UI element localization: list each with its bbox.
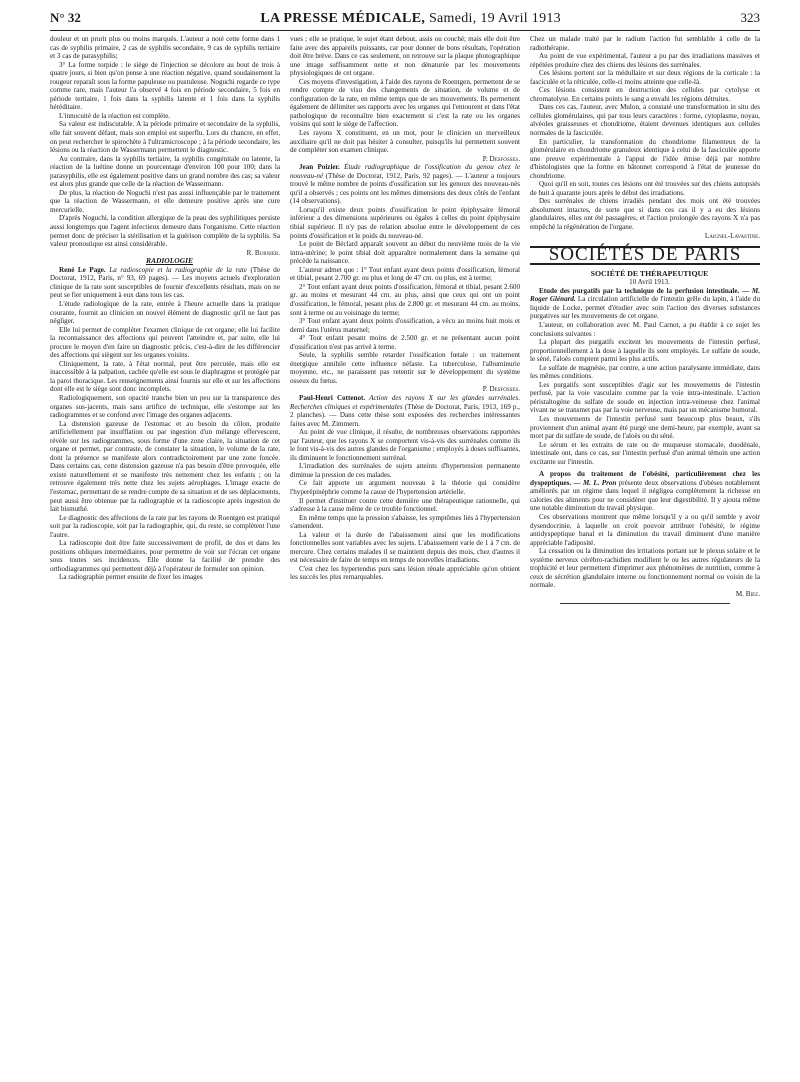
- review-reference: (Thèse de Doctorat, 1912, Paris, n° 93, 69 pages). — Les moyens actuels d'exploration clinique de la rate sont susceptibles de fournir d'excellents résultats, mais on ne peut se fier uniquement à eux dans tous les cas.: [50, 265, 280, 300]
- paragraph: La distension gazeuse de l'estomac et au besoin du côlon, produite artificiellement par insufflation ou par ingestion d'un mélange effervescent, révèle sur les radiogrammes, sous forme d'une zone claire, la situation de cet organe et permet, par contraste, de constater la situation, le volume de la rate, dont la présence se manifeste alors contradictoirement par une zone foncée. Dans certains cas, cette distension gazeuse n'a pas besoin d'être provoquée, elle existe naturellement et se manifeste très nettement chez les enfants ; on la retrouve également très nette chez les sujets aérophages. L'image exacte de l'estomac, permettant de se rendre compte de sa situation et de ses déplacements, peut aussi être obtenue par la radiographie et la radioscopie après ingestion de lait bismuthé.: [50, 419, 280, 514]
- societes-banner: [530, 246, 760, 265]
- paragraph: C'est chez les hypertendus purs sans lésion rénale appréciable qu'on obtient les succès les plus remarquables.: [290, 564, 520, 582]
- paragraph: Le point de Béclard apparaît souvent au début du neuvième mois de la vie intra-utérine; le point tibial doit apparaître normalement dans la semaine qui précède la naissance.: [290, 240, 520, 266]
- paragraph: Cliniquement, la rate, à l'état normal, peut être percutée, mais elle est inaccessible à la palpation, cachée qu'elle est sous le diaphragme et protégée par la paroi thoracique. Les renseignements ainsi fournis sur elle et sur les affections dont elle est le siège sont donc incomplets.: [50, 359, 280, 394]
- paragraph: En particulier, la transformation du chondriome filamenteux de la glomérulaire en chondriome granuleux identique à celui de la fasciculée apporte une preuve expérimentale à l'appui de l'idée émise déjà par nombre d'histologistes que la forme en bâtonnet correspond à l'état de jeunesse du chondriome.: [530, 137, 760, 180]
- column-3: [530, 35, 760, 610]
- journal-name: LA PRESSE MÉDICALE,: [260, 11, 426, 26]
- communication-author: — M. L. Pron: [573, 478, 617, 487]
- paragraph: La radiographie permet ensuite de fixer les images: [59, 573, 203, 582]
- paragraph: Radiologiquement, son opacité tranche bien un peu sur la transparence des organes sus-jacents, mais sans artifice de technique, elle s'estompe sur les radiogrammes et se confond avec l'image des organes adjacents.: [50, 393, 280, 420]
- signature: Laignel-Lavastine.: [704, 231, 760, 240]
- paragraph: Sa valeur est indiscutable. A la période primaire et secondaire de la syphilis, elle fait souvent défaut, mais son emploi est superflu. Lors du chancre, en effet, on peut rechercher le spirochète à l'ultramicroscope ; à la période secondaire, les lésions ou la réaction de Wassermann permettent le diagnostic.: [50, 120, 280, 155]
- paragraph: Elle lui permet de compléter l'examen clinique de cet organe; elle lui facilite la reconnaissance des affections qui peuvent l'atteindre et, par suite, elle lui procure le moyen d'en faire un diagnostic précis, c'est-à-dire de les différencier des affections qui siègent sur les organes voisins.: [50, 325, 280, 360]
- paragraph: Le sérum et les extraits de rate ou de muqueuse stomacale, duodénale, intestinale ont, dans ce cas, sur l'intestin perfusé d'un animal témoin une action excitante sur l'intestin.: [530, 440, 760, 466]
- paragraph: Quoi qu'il en soit, toutes ces lésions ont été trouvées sur des chiens autopsiés de huit à quarante jours après le début des irradiations.: [530, 180, 760, 197]
- page-number: 323: [740, 10, 760, 25]
- paragraph: Des surrénales de chiens irradiés pendant des mois ont été trouvées absolument intactes, de sorte que si dans ces cas il y a eu des lésions glandulaires, elles ont été passagères, et l'action prolongée des rayons X n'a pas empêché la régénération de l'organe.: [530, 197, 760, 232]
- paragraph: Au point de vue expérimental, l'auteur a pu par des irradiations massives et répétées produire chez des chiens des lésions des surrénales.: [530, 52, 760, 69]
- paragraph: La plupart des purgatifs excitent les mouvements de l'intestin perfusé, proportionnellement à la dose à laquelle ils sont employés. Le sulfate de soude, le séné, l'aloès comptent parmi les plus actifs.: [530, 338, 760, 364]
- communication-title: Etude des purgatifs par la technique de la perfusion intestinale.: [539, 286, 740, 295]
- review-entry: [290, 394, 520, 428]
- review-entry: [290, 163, 520, 206]
- signature: P. Desfosses.: [482, 385, 520, 394]
- paragraph: En même temps que la pression s'abaisse, les symptômes liés à l'hypertension s'amendent.: [290, 513, 520, 531]
- paragraph: 3° La forme torpide : le siège de l'injection se décolore au bout de trois à quatre jours, si bien qu'on pense à une réaction négative, quand soudainement la rougeur reparaît sous la forme papuleuse ou pustuleuse. Noguchi regarde ce type comme rare, mais l'auteur l'a observé 4 fois en période secondaire, 5 fois en période tertiaire, 1 fois dans la syphilis latente et 1 fois dans la syphilis héréditaire.: [50, 60, 280, 112]
- paragraph: 2° Tout enfant ayant deux points d'ossification, fémoral et tibial, pesant 2.600 gr. au moins et mesurant 44 cm. au plus, ainsi que ceux qui ont un point d'ossification, le fémoral, pesant plus de 2.800 gr. et mesurant 44 cm. au moins, sont à terme ou au voisinage du terme;: [290, 282, 520, 317]
- section-title-radiologie: RADIOLOGIE: [145, 256, 194, 266]
- paragraph: Au point de vue clinique, il résulte, de nombreuses observations rapportées par l'auteur, que les rayons X se comportent vis-à-vis des surrénales comme ils le font vis-à-vis des autres glandes de l'organisme ; employés à doses suffisantes, ils diminuent le fonctionnement surrénal.: [290, 428, 520, 462]
- paragraph: La cessation ou la diminution des irritations portant sur le plexus solaire et le système nerveux cérébro-rachidien modifient le ou les autres régulateurs de la trophicité et leur permettent d'imprimer aux phénomènes de nutrition, comme à ceux de sécrétion glandulaire interne ou fonctionnement normal ou voisin de la normale.: [530, 547, 760, 590]
- paragraph: L'étude radiologique de la rate, entrée à l'heure actuelle dans la pratique courante, fournit au clinicien un nouvel élément de diagnostic qu'il ne faut pas négliger.: [50, 299, 280, 326]
- communication-entry: [530, 470, 760, 513]
- column-1: [50, 35, 280, 610]
- societes-heading: SOCIÉTÉS DE PARIS: [548, 244, 742, 266]
- review-title: Action des rayons X sur les glandes surrénales. Recherches cliniques et expérimentales: [290, 393, 520, 411]
- paragraph: Les purgatifs sont susceptibles d'agir sur les mouvements de l'intestin perfusé, par la voie vasculaire comme par la voie intra-intestinale. L'action péristaltogène du sulfate de soude en injection intra-veineuse chez l'animal vivant ne se transmet pas par la voie nerveuse, mais par un mécanisme humoral.: [530, 380, 760, 415]
- paragraph: La valeur et la durée de l'abaissement ainsi que les modifications fonctionnelles sont variables avec les sujets. L'abaissement varie de 1 à 7 cm. de mercure. Chez certains malades il se maintient depuis des mois, chez d'autres il est nécessaire de faire de temps en temps de nouvelles irradiations.: [290, 530, 520, 565]
- communication-author: — M. Roger Glénard.: [530, 286, 760, 304]
- society-name: SOCIÉTÉ DE THÉRAPEUTIQUE: [590, 268, 709, 278]
- column-2: [290, 35, 520, 610]
- paragraph: douleur et un prurit plus ou moins marqués. L'auteur a noté cette forme dans 1 cas de syphilis primaire, 2 cas de syphilis secondaire, 9 cas de syphilis tertiaire et 3 cas de parasyphilis;: [50, 35, 280, 61]
- paragraph: L'innocuité de la réaction est complète.: [59, 111, 171, 120]
- paragraph: vues ; elle se pratique, le sujet étant debout, assis ou couché; mais elle doit être faite avec des appareils puissants, car pour donner de bons résultats, l'opération doit être brève. Dans ce cas seulement, on retrouve sur la plaque photographique une image suffisamment nette et non dénaturée par les mouvements physiologiques de cet organe.: [290, 35, 520, 78]
- paragraph: Il permet d'instituer contre cette dernière une thérapeutique rationnelle, qui s'adresse à la cause même de ce trouble fonctionnel.: [290, 496, 520, 514]
- communication-title: A propos du traitement de l'obésité, particulièrement chez les dyspeptiques.: [530, 470, 760, 487]
- paragraph: Les mouvements de l'intestin perfusé sont beaucoup plus beaux, s'ils proviennent d'un animal ayant été purgé une demi-heure, par exemple, avant sa mort par du sulfate de soude, de l'aloès ou du séné.: [530, 414, 760, 441]
- society-date: 10 Avril 1913.: [629, 278, 670, 287]
- paragraph: Ces observations montrent que même lorsqu'il y a ou qu'il semble y avoir dysendocrinie, à laquelle on croit pouvoir attribuer l'obésité, le régime antidyspeptique banal et la diminution du travail diminuent d'une manière appréciable l'adiposité.: [530, 512, 760, 547]
- paragraph: 4° Tout enfant pesant moins de 2.500 gr. et ne présentant aucun point d'ossification n'est pas arrivé à terme.: [290, 334, 520, 351]
- paragraph: Seule, la syphilis semble retarder l'ossification fœtale : un traitement énergique annihile cette influence néfaste. La tuberculose, l'albuminurie moyenne, etc., ne paraissent pas retentir sur le développement du système osseux du fœtus.: [290, 351, 520, 385]
- paragraph: Le sulfate de magnésie, par contre, a une action paralysante immédiate, dans les mêmes conditions.: [530, 363, 760, 381]
- review-author: Jean Poizier.: [299, 163, 340, 172]
- review-title: Étude radiographique de l'ossification du genou chez le nouveau-né: [290, 163, 521, 180]
- communication-text: présente deux observations d'obèses notablement améliorés par un régime dans lequel il négligea complètement la richesse en calories des aliments pour ne considérer que leur digestibilité. Il y ajouta même une notable diminution du travail physique.: [530, 478, 761, 513]
- paragraph: Ces lésions portent sur la médullaire et sur deux régions de la corticale : la fasciculée et la réticulée, celle-ci moins atteinte que celle-là.: [530, 69, 760, 86]
- paragraph: L'auteur admet que : 1° Tout enfant ayant deux points d'ossification, fémoral et tibial, pesant 2.700 gr. ou plus et long de 47 cm. ou plus, est à terme;: [290, 265, 520, 283]
- end-rule: [560, 603, 730, 604]
- review-author: Paul-Henri Cottenot.: [299, 393, 366, 402]
- columns: [50, 35, 760, 610]
- paragraph: De plus, la réaction de Noguchi n'est pas aussi influençable par le traitement que la réaction de Wassermann, et elle demeure positive après une cure mercurielle.: [50, 188, 280, 214]
- paragraph: L'irradiation des surrénales de sujets atteints d'hypertension permanente diminue la pression de ces malades.: [290, 462, 520, 479]
- paragraph: Au contraire, dans la syphilis tertiaire, la syphilis congénitale ou latente, la réaction de la luétine donne un pourcentage d'environ 100 pour 100; dans la parasyphilis, elle est également positive dans un grand nombre des cas; sa valeur est alors plus grande que celle de la réaction de Wassermann.: [50, 154, 280, 189]
- review-entry: [50, 266, 280, 300]
- paragraph: Chez un malade traité par le radium l'action fut semblable à celle de la radiothérapie.: [530, 35, 760, 52]
- paragraph: Les rayons X constituent, en un mot, pour le clinicien un merveilleux auxiliaire qu'il ne doit pas hésiter à consulter, puisqu'ils lui permettent souvent de compléter son examen clinique.: [290, 129, 520, 155]
- paragraph: D'après Noguchi, la condition allergique de la peau des syphilitiques persiste aussi longtemps que l'agent infectieux demeure dans l'organisme. Cette réaction permet donc de préciser la stérilisation et la guérison complète de la syphilis. Sa valeur pronostique est ainsi considérable.: [50, 214, 280, 249]
- paragraph: Le diagnostic des affections de la rate par les rayons de Roentgen est pratiqué soit par la radioscopie, soit par la radiographie, qui, du reste, se complètent l'une l'autre.: [50, 513, 280, 539]
- journal-title: [260, 11, 561, 27]
- paragraph: Ces lésions consistent en destruction des cellules par cytolyse et chromatolyse. En certains points le sang a envahi les régions détruites.: [530, 86, 760, 103]
- paragraph: Lorsqu'il existe deux points d'ossification le point épiphysaire fémoral inférieur a des dimensions supérieures ou égales à celles du point épiphysaire tibial supérieur. Il n'y pas de relation absolue entre le développement de ces points d'ossification et le poids du nouveau-né.: [290, 205, 520, 240]
- signature: P. Desfosses.: [482, 154, 520, 163]
- review-reference: (Thèse de Doctorat, Paris, 1913, 169 p., 2 planches). — Dans cette thèse sont exposées des recherches intéressantes faites avec M. Zimmern.: [290, 402, 520, 428]
- review-author: René Le Page.: [59, 265, 106, 274]
- paragraph: Ce fait apporte un argument nouveau à la théorie qui considère l'hyperépinéphrie comme la cause de l'hypertension artérielle.: [290, 479, 520, 496]
- review-title: La radioscopie et la radiographie de la rate: [109, 265, 247, 274]
- paragraph: La radioscopie doit être faite successivement de profil, de dos et dans les positions obliques intermédiaires, pour permettre de voir sur l'écran cet organe sous toutes ses incidences. Elle donne la facilité de prendre des orthodiagrammes qui permettent déjà à l'opérateur de formuler son opinion.: [50, 539, 280, 573]
- review-reference: (Thèse de Doctorat, 1912, Paris, 92 pages). — L'auteur a toujours trouvé le même nombre de points d'ossification sur les genoux des nouveau-nés qu'il a observés ; ces points ont les mêmes dimensions des deux côtés de l'enfant (14 observations).: [290, 171, 520, 206]
- page-header: [50, 10, 760, 31]
- paragraph: Dans ces cas, l'auteur, avec Mulon, a constaté une transformation in situ des cellules glomérulaires, qui par tous leurs caractères : forme, cytoplasme, noyau, alvéoles graisseuses et chondriome, étaient devenues identiques aux cellules normales de la fasciculée.: [530, 103, 760, 138]
- issue-date: Samedi, 19 Avril 1913: [428, 11, 561, 26]
- signature: R. Burnier.: [246, 248, 280, 257]
- signature: M. Biez.: [735, 589, 760, 598]
- communication-text: La circulation artificielle de l'intestin grêle du lapin, à l'aide du liquide de Locke, permet d'étudier avec soin l'action des diverses substances purgatives sur les mouvements de cet organe.: [530, 295, 761, 321]
- paragraph: Ces moyens d'investigation, à l'aide des rayons de Roentgen, permettent de se rendre compte de visu des changements de situation, de volume et de configuration de la rate, en même temps que de ses mouvements. Ils permettent également de délimiter ses rapports avec les organes qui l'entourent et dans l'état pathologique de reconnaître bien exactement si c'est la rate ou les organes voisins qui sont le siège de l'affection.: [290, 77, 520, 129]
- paragraph: 3° Tout enfant ayant deux points d'ossification, a vécu au moins huit mois et demi dans l'utérus maternel;: [290, 317, 520, 334]
- issue-number: N° 32: [50, 10, 81, 25]
- communication-entry: [530, 287, 760, 321]
- paragraph: L'auteur, en collaboration avec M. Paul Carnot, a pu établir à ce sujet les conclusions suivantes :: [530, 320, 760, 338]
